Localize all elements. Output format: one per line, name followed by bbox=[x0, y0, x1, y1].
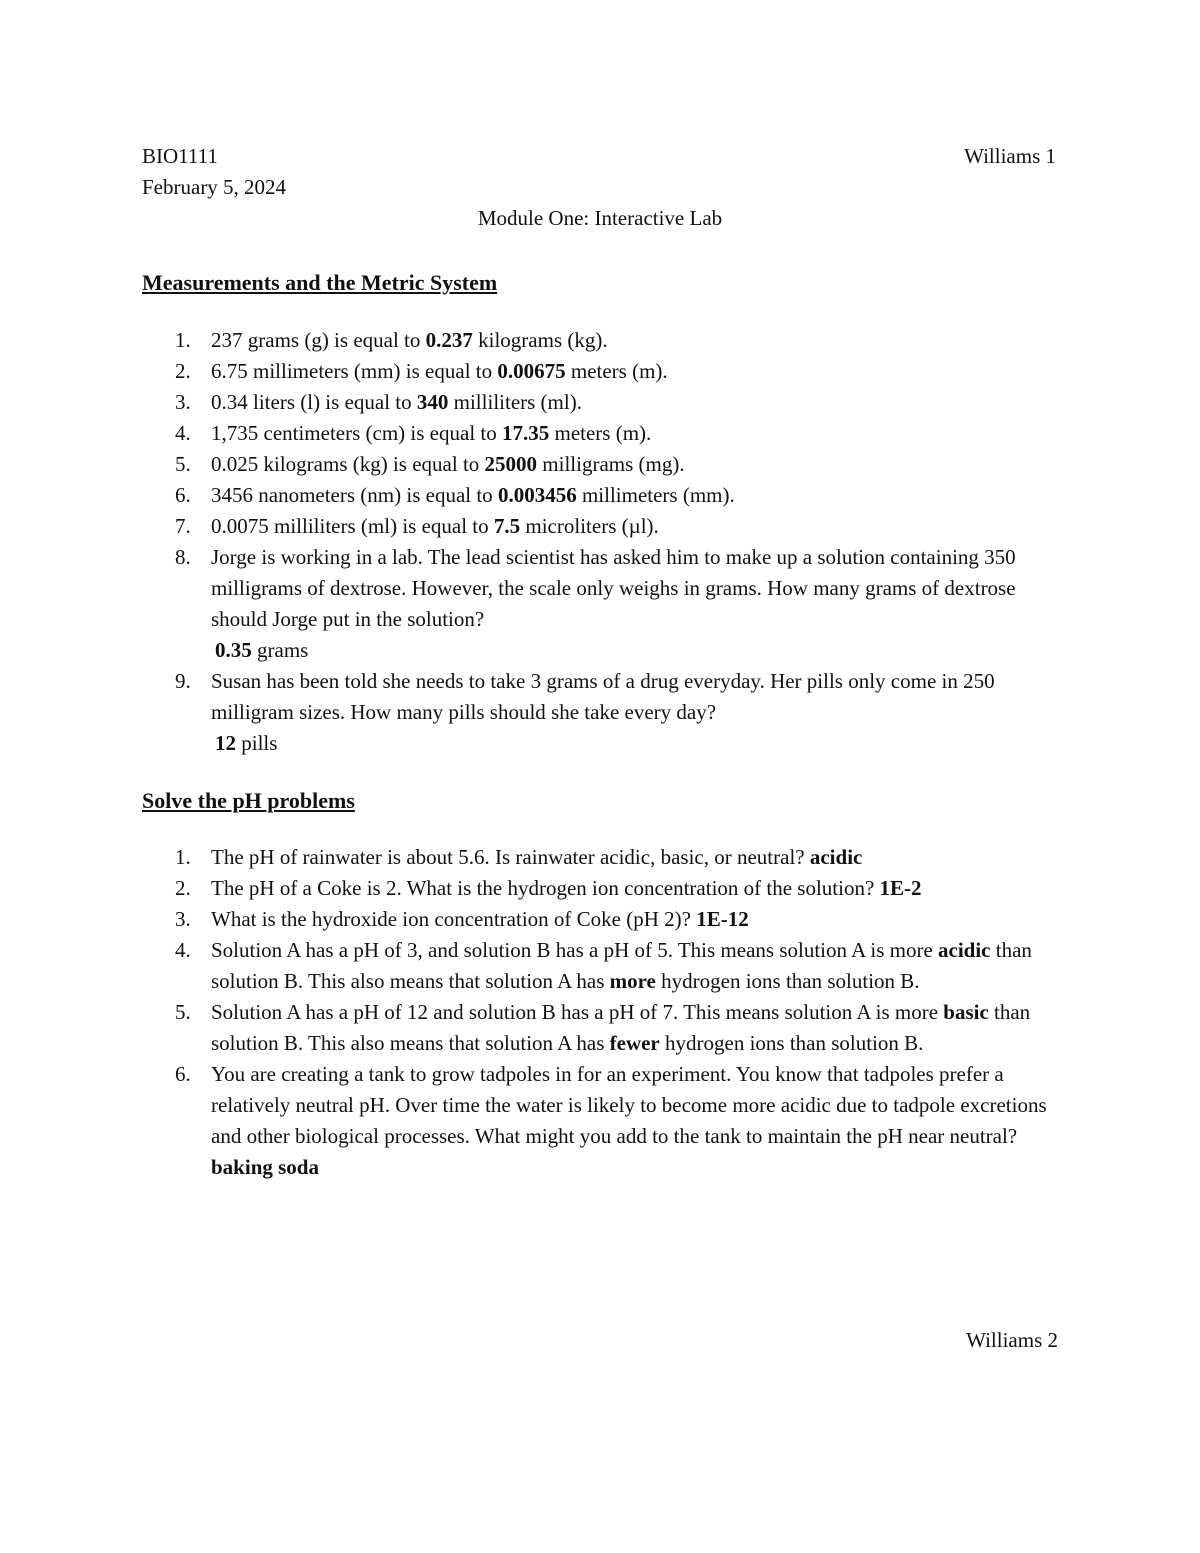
date: February 5, 2024 bbox=[142, 175, 287, 199]
question-text: Solution A has a pH of 12 and solution B has a pH of 7. This means solution A is more bbox=[211, 1000, 944, 1024]
question-text: kilograms (kg). bbox=[472, 328, 608, 352]
question-text: milliliters (ml). bbox=[448, 390, 582, 414]
item-number: 5. bbox=[175, 1000, 191, 1024]
item-number: 7. bbox=[175, 514, 191, 538]
question-text: hydrogen ions than solution B. bbox=[659, 1031, 924, 1055]
answer-line bbox=[211, 728, 1062, 759]
answer: 1E-2 bbox=[879, 876, 922, 900]
answer: 0.237 bbox=[425, 328, 473, 352]
item-number: 6. bbox=[175, 483, 191, 507]
answer: 0.003456 bbox=[497, 483, 577, 507]
question-text: than solution B. This also means that solution A has bbox=[211, 938, 1032, 993]
answer: more bbox=[609, 969, 656, 993]
question-text: What is the hydroxide ion concentration of Coke (pH 2)? bbox=[211, 907, 697, 931]
section-heading-ph: Solve the pH problems bbox=[142, 788, 355, 813]
question-text: 3456 nanometers (nm) is equal to bbox=[211, 483, 498, 507]
list-item bbox=[142, 997, 1062, 1059]
item-number: 8. bbox=[175, 545, 191, 569]
answer: 340 bbox=[416, 390, 449, 414]
item-number: 2. bbox=[175, 876, 191, 900]
list-item bbox=[142, 418, 1062, 449]
course-code: BIO1111 bbox=[142, 144, 218, 168]
item-number: 1. bbox=[175, 845, 191, 869]
item-number: 9. bbox=[175, 669, 191, 693]
question-text: 6.75 millimeters (mm) is equal to bbox=[211, 359, 498, 383]
answer: 25000 bbox=[484, 452, 538, 476]
answer: 0.00675 bbox=[497, 359, 566, 383]
question-text: Susan has been told she needs to take 3 grams of a drug everyday. Her pills only come in 250 milligram sizes. How many pills should she take every day? bbox=[211, 669, 995, 724]
list-item bbox=[142, 511, 1062, 542]
ph-question-list bbox=[142, 842, 1062, 1183]
answer: basic bbox=[943, 1000, 989, 1024]
question-text: 0.0075 milliliters (ml) is equal to bbox=[211, 514, 494, 538]
metric-question-list bbox=[142, 325, 1062, 759]
question-text: hydrogen ions than solution B. bbox=[655, 969, 920, 993]
list-item bbox=[142, 842, 1062, 873]
answer-line bbox=[211, 635, 1062, 666]
item-number: 2. bbox=[175, 359, 191, 383]
question-text: meters (m). bbox=[549, 421, 652, 445]
question-text: 0.34 liters (l) is equal to bbox=[211, 390, 417, 414]
question-text: The pH of rainwater is about 5.6. Is rainwater acidic, basic, or neutral? bbox=[211, 845, 810, 869]
page-header-1: Williams 1 bbox=[964, 144, 1056, 168]
answer: fewer bbox=[609, 1031, 660, 1055]
list-item bbox=[142, 356, 1062, 387]
list-item bbox=[142, 387, 1062, 418]
list-item bbox=[142, 1059, 1062, 1183]
section-heading-metric: Measurements and the Metric System bbox=[142, 270, 498, 295]
answer: 7.5 bbox=[493, 514, 521, 538]
question-text: microliters (µl). bbox=[520, 514, 659, 538]
question-text: than solution B. This also means that solution A has bbox=[211, 1000, 1031, 1055]
question-text: 237 grams (g) is equal to bbox=[211, 328, 426, 352]
answer-unit: grams bbox=[251, 638, 309, 662]
answer: acidic bbox=[809, 845, 863, 869]
question-text: millimeters (mm). bbox=[576, 483, 735, 507]
item-number: 3. bbox=[175, 907, 191, 931]
question-text: meters (m). bbox=[565, 359, 668, 383]
list-item bbox=[142, 904, 1062, 935]
question-text: The pH of a Coke is 2. What is the hydrogen ion concentration of the solution? bbox=[211, 876, 880, 900]
answer-unit: pills bbox=[236, 731, 278, 755]
list-item bbox=[142, 542, 1062, 666]
list-item bbox=[142, 449, 1062, 480]
list-item bbox=[142, 873, 1062, 904]
list-item bbox=[142, 480, 1062, 511]
question-text: 1,735 centimeters (cm) is equal to bbox=[211, 421, 502, 445]
document-title: Module One: Interactive Lab bbox=[477, 206, 723, 230]
question-text: You are creating a tank to grow tadpoles in for an experiment. You know that tadpoles prefer a relatively neutral pH. Over time the water is likely to become more acidic due to tadpole excretions and other biological processes. What might you add to the tank to maintain the pH near neutral? bbox=[211, 1062, 1047, 1148]
item-number: 6. bbox=[175, 1062, 191, 1086]
answer: 1E-12 bbox=[696, 907, 749, 931]
answer: 0.35 bbox=[215, 638, 252, 662]
list-item bbox=[142, 666, 1062, 759]
item-number: 5. bbox=[175, 452, 191, 476]
question-text: Jorge is working in a lab. The lead scientist has asked him to make up a solution containing 350 milligrams of dextrose. However, the scale only weighs in grams. How many grams of dextrose should Jorge put in the solution? bbox=[211, 545, 1016, 631]
question-text: Solution A has a pH of 3, and solution B has a pH of 5. This means solution A is more bbox=[211, 938, 939, 962]
question-text: milligrams (mg). bbox=[537, 452, 685, 476]
answer: baking soda bbox=[211, 1155, 319, 1179]
item-number: 3. bbox=[175, 390, 191, 414]
answer: acidic bbox=[938, 938, 991, 962]
page-header-2: Williams 2 bbox=[966, 1328, 1058, 1352]
list-item bbox=[142, 935, 1062, 997]
answer: 12 bbox=[215, 731, 236, 755]
answer: 17.35 bbox=[502, 421, 550, 445]
item-number: 1. bbox=[175, 328, 191, 352]
item-number: 4. bbox=[175, 421, 191, 445]
list-item bbox=[142, 325, 1062, 356]
question-text: 0.025 kilograms (kg) is equal to bbox=[211, 452, 485, 476]
item-number: 4. bbox=[175, 938, 191, 962]
